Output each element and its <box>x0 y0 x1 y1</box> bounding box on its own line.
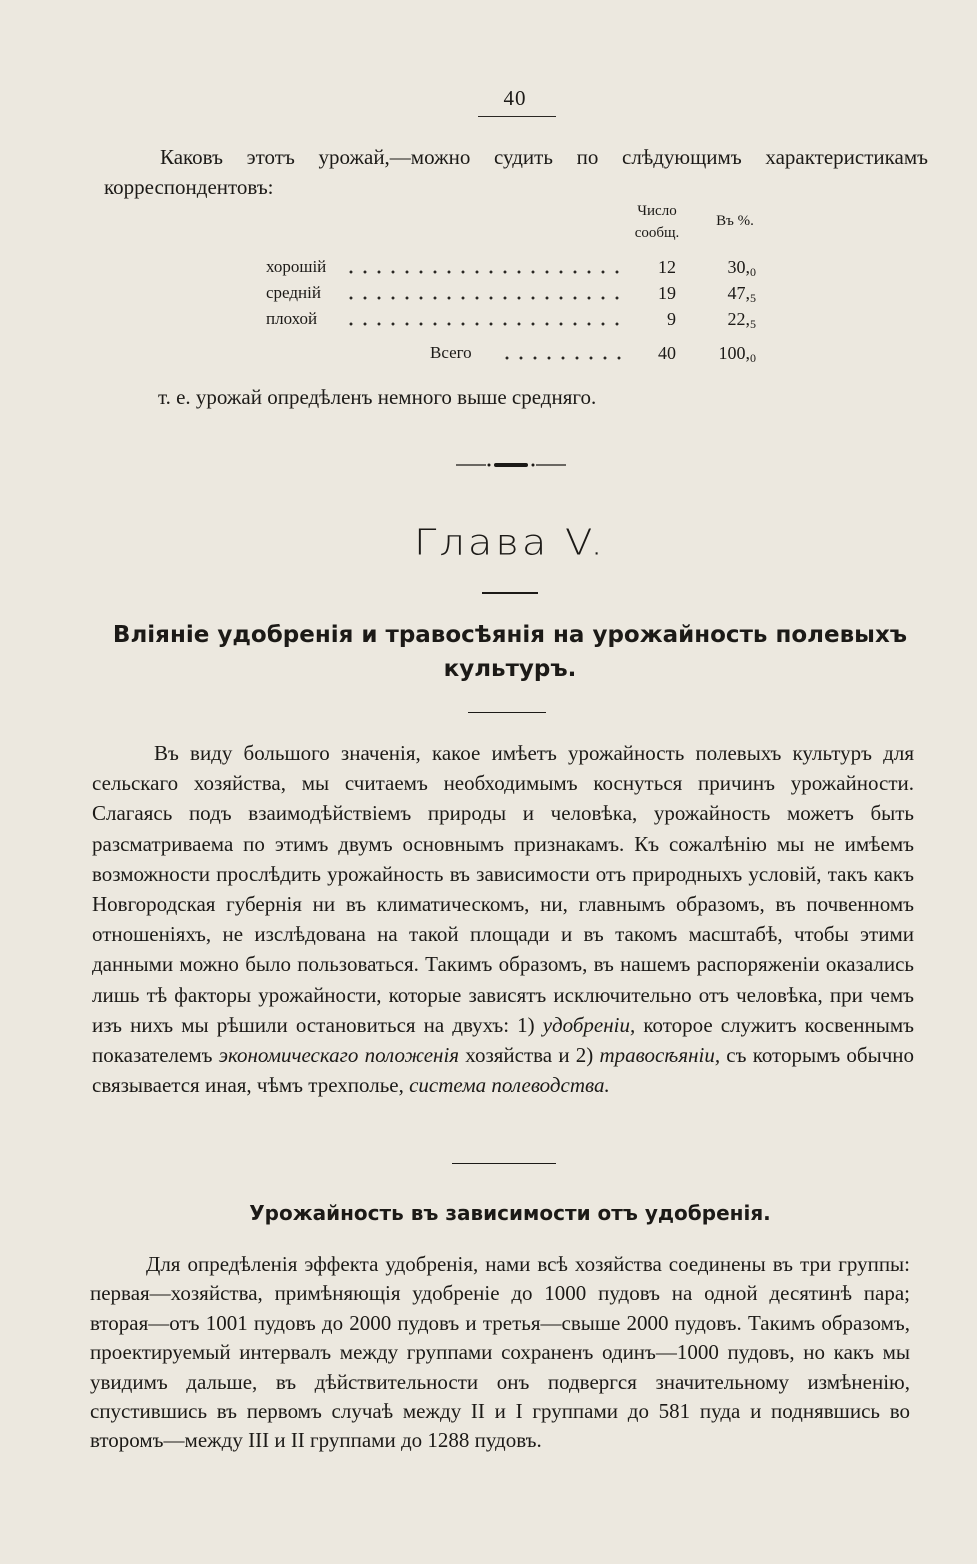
dot-leader <box>500 356 622 360</box>
section-paragraph: Для опредѣленія эффекта удобренія, нами всѣ хозяйства соединены въ три группы: первая—хозяйства, примѣняющія удобреніе до 1000 пудовъ на одной десятинѣ пара; вторая—отъ 1001 пудовъ до 2000 пудовъ и третья—свыше 2000 пудовъ. Такимъ образомъ, проектируемый интервалъ между группами сохраненъ одинъ—1000 пудовъ, но какъ мы увидимъ дальше, въ дѣйствительности онъ подвергся значительному измѣненію, спустившись въ первомъ случаѣ между II и I группами до 581 пуда и поднявшись во второмъ—между III и II группами до 1288 пудовъ. <box>90 1252 910 1453</box>
intro-text <box>104 142 928 202</box>
rating-label: плохой <box>266 309 318 328</box>
rating-count: 40 <box>658 343 676 363</box>
section-rule <box>452 1163 556 1164</box>
emphasis: система полеводства. <box>409 1073 610 1098</box>
emphasis: экономическаго положенія <box>218 1043 460 1068</box>
dot-leader <box>344 270 622 274</box>
rating-percent: $100,_0$ <box>718 343 756 365</box>
subtitle-rule <box>468 712 546 713</box>
rating-label: Всего <box>430 343 472 362</box>
rating-row-average <box>266 280 766 306</box>
rating-row-total <box>266 340 766 366</box>
rating-percent: $47,_5$ <box>727 283 756 305</box>
emphasis: травосѣяніи, <box>599 1043 721 1068</box>
page-number-rule <box>478 116 556 117</box>
rating-label: хорошій <box>266 257 327 276</box>
page-number: 40 <box>503 86 527 110</box>
emphasis: удобреніи, <box>542 1012 636 1037</box>
conclusion-text: т. е. урожай опредѣленъ немного выше средняго. <box>158 385 597 409</box>
rating-count: 19 <box>658 283 676 303</box>
dot-leader <box>344 322 622 326</box>
col-header-count: Число сообщ. <box>634 203 680 241</box>
rating-row-good <box>266 254 766 280</box>
rating-count: 9 <box>667 309 676 329</box>
intro-paragraph: Каковъ этотъ урожай,—можно судить по слѣдующимъ характеристикамъ корреспондентовъ: <box>104 145 928 199</box>
dot-leader <box>344 296 622 300</box>
chapter-rule <box>482 592 538 594</box>
rating-percent: $22,_5$ <box>727 309 756 331</box>
section-title: Урожайность въ зависимости отъ удобренія. <box>249 1201 771 1225</box>
col-header-percent: Въ %. <box>716 213 754 229</box>
rating-percent: $30,_0$ <box>727 257 756 279</box>
rating-count: 12 <box>658 257 676 277</box>
rating-label: средній <box>266 283 321 302</box>
chapter-title: Глава V. <box>414 522 606 564</box>
rating-row-poor <box>266 306 766 332</box>
body-paragraph: Въ виду большого значенія, какое имѣетъ урожайность полевыхъ культуръ для сельскаго хозяйства, мы считаемъ необходимымъ коснуться причинъ урожайности. Слагаясь подъ взаимодѣйствіемъ природы и человѣка, урожайность можетъ быть разсматриваема по этимъ двумъ основнымъ признакамъ. Къ сожалѣнію мы не имѣемъ возможности прослѣдить урожайность въ зависимости отъ природныхъ условій, такъ какъ Новгородская губернія ни въ климатическомъ, ни, главнымъ образомъ, въ почвенномъ отношеніяхъ, не изслѣдована на такой площади и въ такомъ масштабѣ, чтобы этими данными можно было пользоваться. Такимъ образомъ, въ нашемъ распоряженіи оказались лишь тѣ факторы урожайности, которые зависятъ исключительно отъ человѣка, при чемъ изъ нихъ мы рѣшили остановиться на двухъ: 1) удобреніи, которое служитъ косвеннымъ показателемъ экономическаго положенія хозяйства и 2) травосѣяніи, съ которымъ обычно связывается иная, чѣмъ трехполье, система полеводства. <box>92 741 915 1098</box>
chapter-subtitle: Вліяніе удобренія и травосѣянія на урожайность полевыхъ культуръ. <box>112 622 908 682</box>
ornament-divider <box>456 460 566 470</box>
